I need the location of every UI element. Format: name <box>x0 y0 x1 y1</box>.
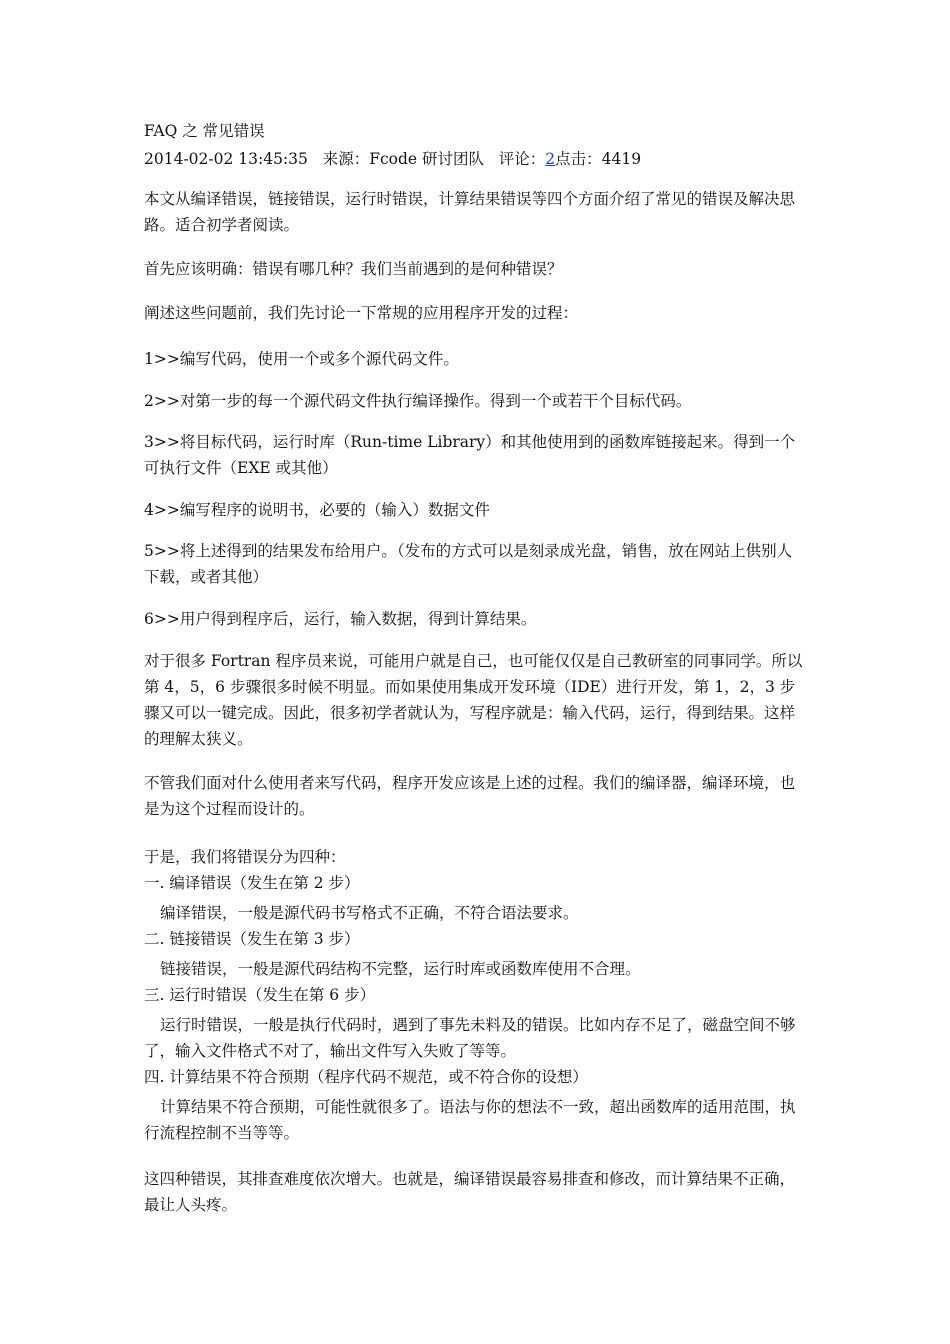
error-types <box>144 844 806 1146</box>
step-6: 6>>用户得到程序后，运行，输入数据，得到计算结果。 <box>144 609 537 628</box>
comment-count-link[interactable]: 2 <box>545 150 556 168</box>
types-intro: 于是，我们将错误分为四种： <box>144 847 346 866</box>
article <box>144 118 806 1236</box>
comment-label: 评论： <box>498 150 546 168</box>
question-paragraph: 首先应该明确：错误有哪几种？我们当前遇到的是何种错误？ <box>144 260 563 278</box>
process-paragraph: 不管我们面对什么使用者来写代码，程序开发应该是上述的过程。我们的编译器，编译环境，也是为这个过程而设计的。 <box>144 773 796 818</box>
article-date: 2014-02-02 13:45:35 <box>144 150 308 168</box>
step-4: 4>>编写程序的说明书，必要的（输入）数据文件 <box>144 500 490 519</box>
article-source: 来源：Fcode 研讨团队 <box>322 150 484 168</box>
type-link-desc: 链接错误，一般是源代码结构不完整，运行时库或函数库使用不合理。 <box>160 959 641 978</box>
type-runtime-desc: 运行时错误，一般是执行代码时，遇到了事先未料及的错误。比如内存不足了，磁盘空间不够了，输入文件格式不对了，输出文件写入失败了等等。 <box>144 1015 796 1060</box>
type-result-desc: 计算结果不符合预期，可能性就很多了。语法与你的想法不一致，超出函数库的适用范围，执行流程控制不当等等。 <box>144 1097 796 1142</box>
step-1: 1>>编写代码，使用一个或多个源代码文件。 <box>144 350 459 368</box>
page-title: FAQ 之 常见错误 <box>144 122 265 140</box>
step-5: 5>>将上述得到的结果发布给用户。（发布的方式可以是刻录成光盘，销售，放在网站上供别人下载，或者其他） <box>144 542 793 586</box>
type-compile-heading: 一. 编译错误（发生在第 2 步） <box>144 873 360 892</box>
intro-paragraph: 本文从编译错误，链接错误，运行时错误，计算结果错误等四个方面介绍了常见的错误及解决思路。适合初学者阅读。 <box>144 190 796 234</box>
type-compile-desc: 编译错误，一般是源代码书写格式不正确，不符合语法要求。 <box>160 903 579 922</box>
type-runtime-heading: 三. 运行时错误（发生在第 6 步） <box>144 985 376 1004</box>
step-2: 2>>对第一步的每一个源代码文件执行编译操作。得到一个或若干个目标代码。 <box>144 391 692 410</box>
article-meta <box>144 146 806 172</box>
type-result-heading: 四. 计算结果不符合预期（程序代码不规范，或不符合你的设想） <box>144 1067 588 1086</box>
type-link-heading: 二. 链接错误（发生在第 3 步） <box>144 929 360 948</box>
fortran-paragraph: 对于很多 Fortran 程序员来说，可能用户就是自己，也可能仅仅是自己教研室的同事同学。所以第 4，5，6 步骤很多时候不明显。而如果使用集成开发环境（IDE）进行开发，第 1，2，3 步骤又可以一键完成。因此，很多初学者就认为，写程序就是：输入代码，运行，得到结果。这样的理解太狭义。 <box>144 651 803 748</box>
lead-paragraph: 阐述这些问题前，我们先讨论一下常规的应用程序开发的过程： <box>144 304 579 322</box>
conclusion-paragraph: 这四种错误，其排查难度依次增大。也就是，编译错误最容易排查和修改，而计算结果不正确，最让人头疼。 <box>144 1169 796 1214</box>
step-3: 3>>将目标代码，运行时库（Run-time Library）和其他使用到的函数库链接起来。得到一个可执行文件（EXE 或其他） <box>144 433 796 477</box>
click-count: 点击：4419 <box>555 150 642 168</box>
development-steps <box>144 346 806 632</box>
